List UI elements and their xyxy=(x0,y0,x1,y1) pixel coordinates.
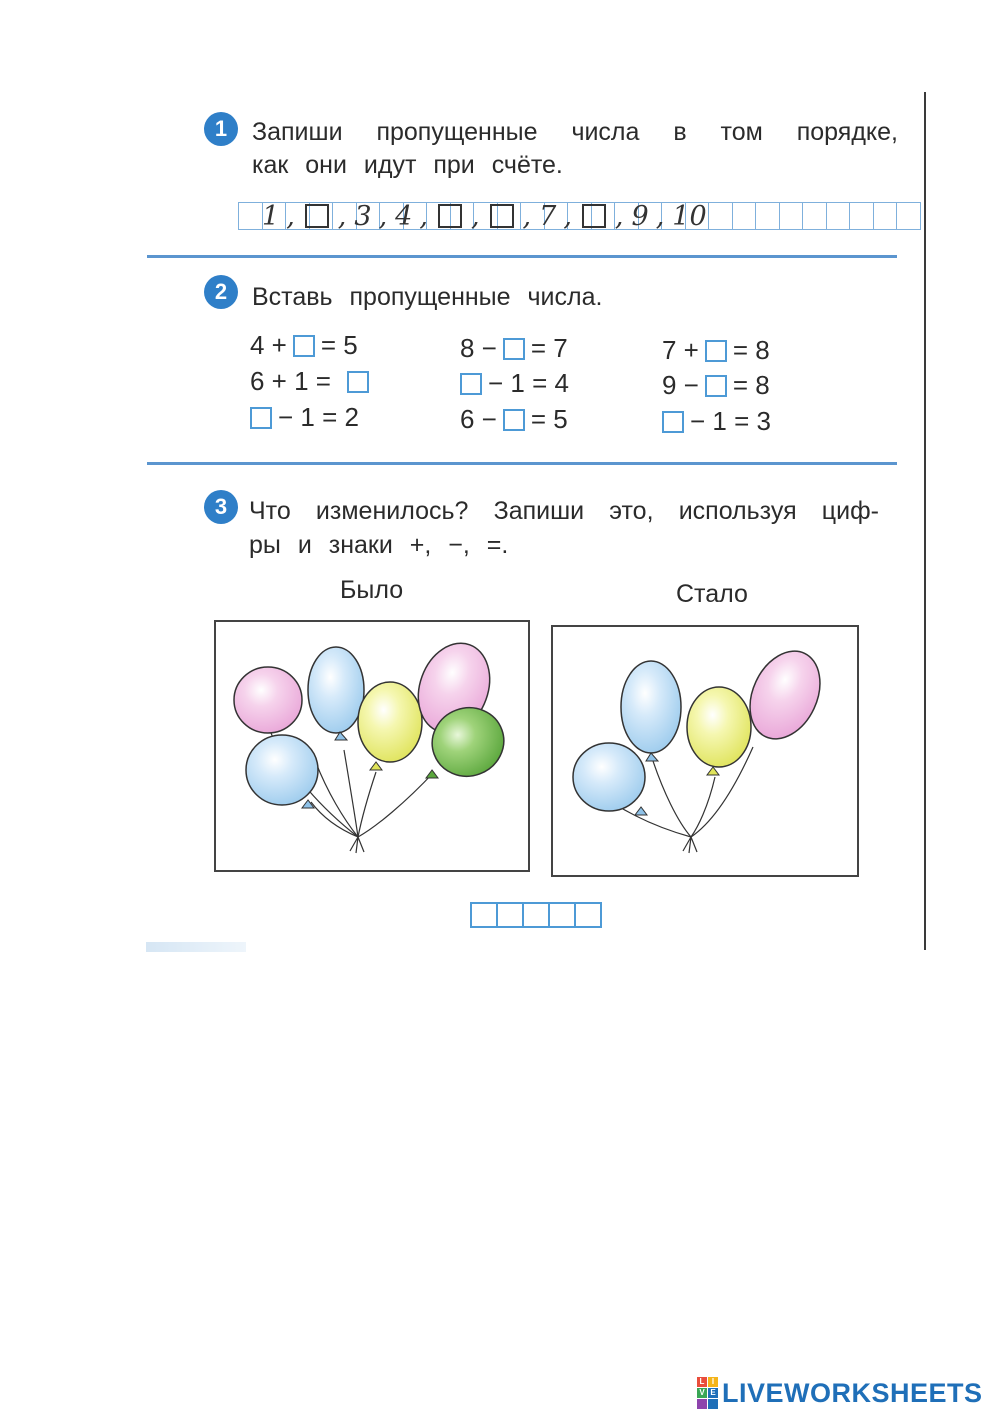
page-edge-line xyxy=(924,92,926,950)
equation: − 1 = 4 xyxy=(460,368,569,399)
answer-cell[interactable] xyxy=(522,902,548,928)
task2-instruction: Вставь пропущенные числа. xyxy=(252,283,603,311)
answer-cell[interactable] xyxy=(470,902,496,928)
equation: 9 − = 8 xyxy=(662,370,770,400)
task3-answer-cells[interactable] xyxy=(470,902,602,928)
task3-instruction-line2: ры и знаки +, −, =. xyxy=(249,531,509,559)
word: Запиши xyxy=(493,497,585,525)
logo-text: LIVEWORKSHEETS xyxy=(722,1377,983,1408)
after-picture xyxy=(551,625,859,877)
after-label: Стало xyxy=(676,580,748,608)
sequence-number: 7 xyxy=(539,200,557,232)
equation: 4 + = 5 xyxy=(250,330,358,360)
answer-box[interactable] xyxy=(503,409,525,431)
word: используя xyxy=(678,497,797,525)
sequence-number: 1 xyxy=(262,200,280,232)
balloons-four-image xyxy=(553,627,857,875)
answer-box[interactable] xyxy=(705,340,727,362)
before-picture xyxy=(214,620,530,872)
task2-number-badge: 2 xyxy=(204,275,238,309)
task1-number-badge: 1 xyxy=(204,112,238,146)
answer-box[interactable] xyxy=(347,371,369,393)
page-bottom-stripe xyxy=(146,942,246,952)
logo-mark-icon: L I V E xyxy=(697,1377,718,1409)
sequence-number: 4 xyxy=(395,200,413,232)
answer-box[interactable] xyxy=(250,407,272,429)
sequence-number: 10 xyxy=(672,200,707,232)
word: изменилось? xyxy=(315,497,469,525)
answer-box[interactable] xyxy=(662,411,684,433)
task3-instruction-line1 xyxy=(249,494,879,528)
answer-cell[interactable] xyxy=(548,902,574,928)
answer-box[interactable] xyxy=(503,338,525,360)
answer-box[interactable] xyxy=(460,373,482,395)
answer-cell[interactable] xyxy=(574,902,602,928)
word: том xyxy=(720,118,763,146)
task1-instruction-line2: как они идут при счёте. xyxy=(252,151,563,179)
equation: 6 − = 5 xyxy=(460,404,568,434)
equation: 8 − = 7 xyxy=(460,333,568,363)
word: в xyxy=(673,118,687,146)
word: циф- xyxy=(821,497,879,525)
missing-number-input[interactable] xyxy=(436,204,464,228)
equation: 7 + = 8 xyxy=(662,335,770,365)
task1-sequence: 1 , , 3 , 4 , , , 7 , , 9 , 10 xyxy=(262,200,707,232)
sequence-number: 9 xyxy=(631,200,649,232)
word: это, xyxy=(609,497,654,525)
liveworksheets-logo xyxy=(697,1376,983,1410)
word: Что xyxy=(249,497,291,525)
section-divider xyxy=(147,462,897,465)
equation: 6 + 1 = xyxy=(250,366,375,397)
missing-number-input[interactable] xyxy=(303,204,331,228)
equation: − 1 = 3 xyxy=(662,406,771,437)
word: порядке, xyxy=(796,118,898,146)
sequence-number: 3 xyxy=(354,200,372,232)
word: Запиши xyxy=(252,118,343,146)
task3-number-badge: 3 xyxy=(204,490,238,524)
section-divider xyxy=(147,255,897,258)
task1-instruction-line1 xyxy=(252,115,898,149)
word: числа xyxy=(571,118,640,146)
balloons-five-image xyxy=(216,622,528,870)
answer-box[interactable] xyxy=(293,335,315,357)
answer-box[interactable] xyxy=(705,375,727,397)
answer-cell[interactable] xyxy=(496,902,522,928)
missing-number-input[interactable] xyxy=(488,204,516,228)
missing-number-input[interactable] xyxy=(580,204,608,228)
equation: − 1 = 2 xyxy=(250,402,359,433)
word: пропущенные xyxy=(376,118,538,146)
before-label: Было xyxy=(340,576,404,604)
